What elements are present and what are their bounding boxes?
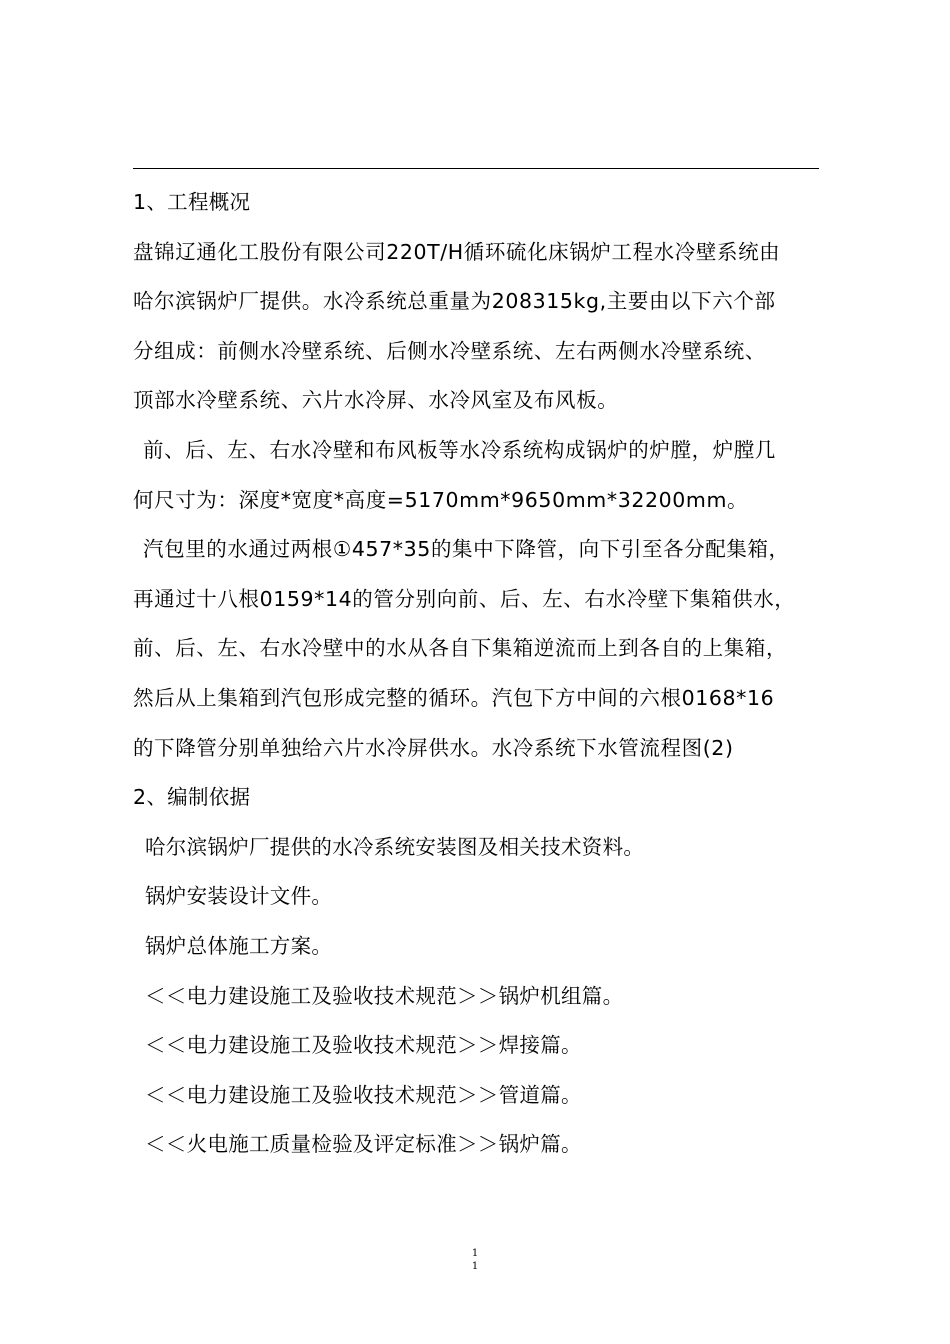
- paragraph-line: 顶部水冷壁系统、六片水冷屏、水冷风室及布风板。: [133, 388, 619, 413]
- paragraph-line: 盘锦辽通化工股份有限公司220T/H循环硫化床锅炉工程水冷壁系统由: [133, 239, 781, 264]
- paragraph-line: 分组成：前侧水冷壁系统、后侧水冷壁系统、左右两侧水冷壁系统、: [133, 338, 766, 363]
- furnace-paragraph: [133, 426, 823, 525]
- section-heading-basis: 2、编制依据: [133, 785, 251, 810]
- basis-item: 锅炉安装设计文件。: [145, 884, 333, 909]
- circulation-paragraph: [133, 525, 823, 773]
- paragraph-line: 前、后、左、右水冷壁中的水从各自下集箱逆流而上到各自的上集箱，: [133, 636, 788, 661]
- paragraph-line: 哈尔滨锅炉厂提供。水冷系统总重量为208315kg,主要由以下六个部: [133, 289, 776, 314]
- paragraph-line: 的下降管分别单独给六片水冷屏供水。水冷系统下水管流程图(2): [133, 735, 734, 760]
- overview-paragraph: [133, 228, 823, 426]
- basis-item: ＜＜电力建设施工及验收技术规范＞＞锅炉机组篇。: [145, 983, 624, 1008]
- basis-item: 锅炉总体施工方案。: [145, 933, 333, 958]
- page-number-top: 1: [471, 1248, 479, 1259]
- document-body: [133, 178, 823, 1170]
- paragraph-line: 何尺寸为：深度*宽度*高度=5170mm*9650mm*32200mm。: [133, 487, 749, 512]
- basis-item: ＜＜电力建设施工及验收技术规范＞＞焊接篇。: [145, 1033, 582, 1058]
- paragraph-line: 前、后、左、右水冷壁和布风板等水冷系统构成锅炉的炉膛，炉膛几: [143, 437, 776, 462]
- basis-list: [133, 823, 823, 1170]
- paragraph-line: 然后从上集箱到汽包形成完整的循环。汽包下方中间的六根0168*16: [133, 685, 775, 710]
- section-heading-overview: 1、工程概况: [133, 190, 251, 214]
- basis-item: ＜＜电力建设施工及验收技术规范＞＞管道篇。: [145, 1082, 582, 1107]
- page-number: [0, 1247, 950, 1273]
- basis-item: ＜＜火电施工质量检验及评定标准＞＞锅炉篇。: [145, 1132, 582, 1157]
- paragraph-line: 汽包里的水通过两根①457*35的集中下降管，向下引至各分配集箱，: [143, 537, 790, 562]
- header-rule: [133, 168, 819, 169]
- basis-item: 哈尔滨锅炉厂提供的水冷系统安装图及相关技术资料。: [145, 834, 645, 859]
- paragraph-line: 再通过十八根0159*14的管分别向前、后、左、右水冷壁下集箱供水，: [133, 586, 796, 611]
- page-number-bottom: 1: [471, 1261, 479, 1272]
